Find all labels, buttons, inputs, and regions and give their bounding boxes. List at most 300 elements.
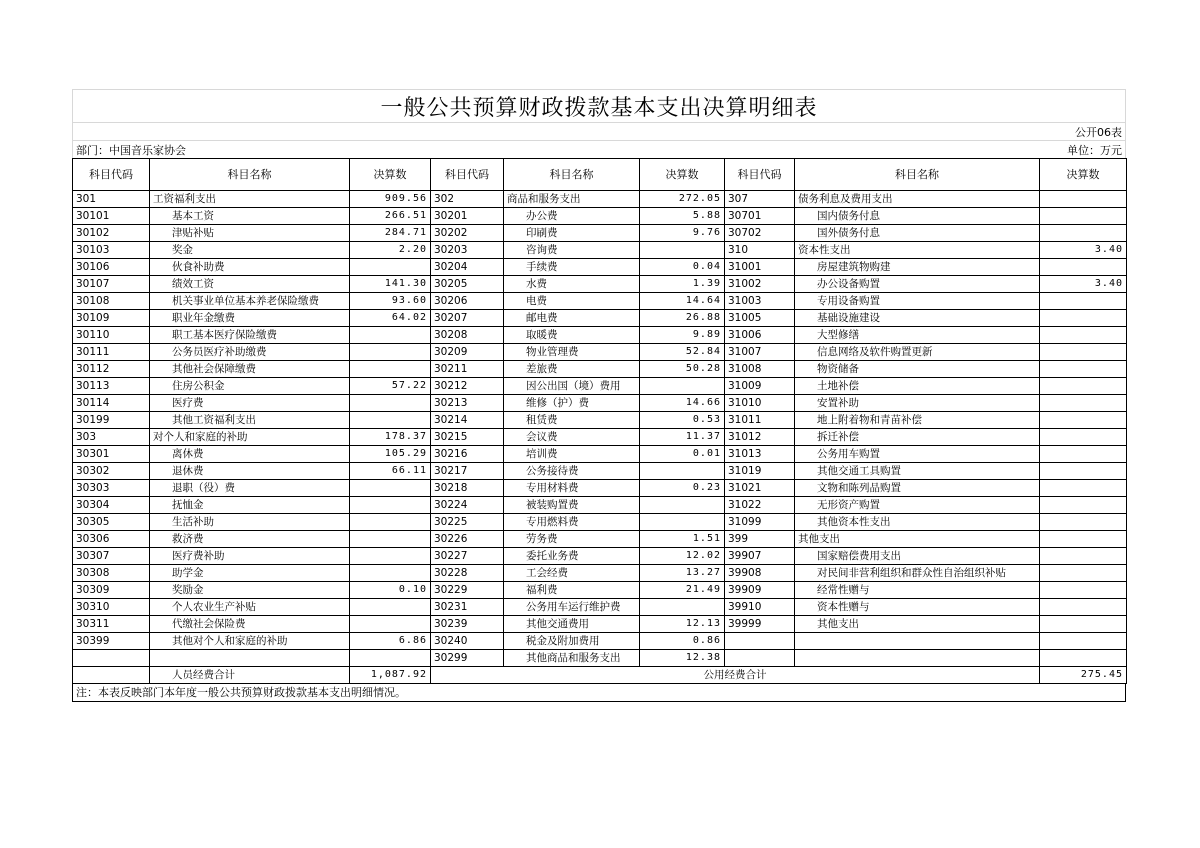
code-cell: 30110 <box>73 327 150 344</box>
name-cell: 劳务费 <box>504 531 640 548</box>
value-cell <box>1040 361 1127 378</box>
code-cell: 30217 <box>431 463 504 480</box>
code-cell: 31099 <box>725 514 795 531</box>
name-cell: 离休费 <box>150 446 350 463</box>
value-cell <box>350 616 431 633</box>
name-cell: 助学金 <box>150 565 350 582</box>
name-cell: 资本性赠与 <box>795 599 1040 616</box>
code-cell: 303 <box>73 429 150 446</box>
value-cell: 0.04 <box>640 259 725 276</box>
table-row <box>73 293 1127 310</box>
name-cell: 福利费 <box>504 582 640 599</box>
value-cell <box>1040 259 1127 276</box>
code-cell: 39999 <box>725 616 795 633</box>
code-cell: 31008 <box>725 361 795 378</box>
value-cell: 50.28 <box>640 361 725 378</box>
value-cell <box>1040 548 1127 565</box>
name-cell <box>150 650 350 667</box>
name-cell: 生活补助 <box>150 514 350 531</box>
name-cell: 租赁费 <box>504 412 640 429</box>
name-cell: 房屋建筑物购建 <box>795 259 1040 276</box>
code-cell: 30202 <box>431 225 504 242</box>
value-cell: 2.20 <box>350 242 431 259</box>
code-cell: 30206 <box>431 293 504 310</box>
code-cell: 30107 <box>73 276 150 293</box>
value-cell: 57.22 <box>350 378 431 395</box>
table-row <box>73 191 1127 208</box>
code-cell: 310 <box>725 242 795 259</box>
code-cell: 30301 <box>73 446 150 463</box>
unit-label: 单位：万元 <box>1067 144 1122 157</box>
value-cell: 0.86 <box>640 633 725 650</box>
header-cell: 决算数 <box>350 159 431 191</box>
value-cell <box>640 242 725 259</box>
code-cell: 30102 <box>73 225 150 242</box>
value-cell <box>1040 344 1127 361</box>
table-row <box>73 599 1127 616</box>
value-cell <box>350 565 431 582</box>
name-cell: 其他交通工具购置 <box>795 463 1040 480</box>
code-cell: 31021 <box>725 480 795 497</box>
name-cell: 公务用车运行维护费 <box>504 599 640 616</box>
name-cell: 退休费 <box>150 463 350 480</box>
name-cell: 津贴补贴 <box>150 225 350 242</box>
name-cell: 手续费 <box>504 259 640 276</box>
code-cell: 301 <box>73 191 150 208</box>
page-title: 一般公共预算财政拨款基本支出决算明细表 <box>380 95 818 121</box>
code-cell: 31006 <box>725 327 795 344</box>
name-cell: 培训费 <box>504 446 640 463</box>
name-cell: 其他交通费用 <box>504 616 640 633</box>
name-cell: 咨询费 <box>504 242 640 259</box>
value-cell: 12.38 <box>640 650 725 667</box>
name-cell <box>795 633 1040 650</box>
value-cell: 9.89 <box>640 327 725 344</box>
table-row <box>73 412 1127 429</box>
name-cell: 无形资产购置 <box>795 497 1040 514</box>
code-cell: 30208 <box>431 327 504 344</box>
title-row <box>72 89 1126 122</box>
value-cell: 3.40 <box>1040 276 1127 293</box>
code-cell: 307 <box>725 191 795 208</box>
name-cell: 公务接待费 <box>504 463 640 480</box>
value-cell: 66.11 <box>350 463 431 480</box>
name-cell: 公务员医疗补助缴费 <box>150 344 350 361</box>
code-cell: 31010 <box>725 395 795 412</box>
code-cell: 39908 <box>725 565 795 582</box>
code-cell: 30224 <box>431 497 504 514</box>
code-cell: 30226 <box>431 531 504 548</box>
code-cell: 30308 <box>73 565 150 582</box>
code-cell: 302 <box>431 191 504 208</box>
name-cell: 医疗费补助 <box>150 548 350 565</box>
code-cell: 31005 <box>725 310 795 327</box>
value-cell <box>640 514 725 531</box>
value-cell <box>1040 412 1127 429</box>
value-cell <box>1040 191 1127 208</box>
value-cell <box>1040 650 1127 667</box>
code-cell: 30214 <box>431 412 504 429</box>
header-cell: 科目名称 <box>150 159 350 191</box>
name-cell: 拆迁补偿 <box>795 429 1040 446</box>
code-cell: 30203 <box>431 242 504 259</box>
code-cell: 31007 <box>725 344 795 361</box>
code-cell: 30302 <box>73 463 150 480</box>
code-cell: 30201 <box>431 208 504 225</box>
value-cell: 14.64 <box>640 293 725 310</box>
code-cell: 30209 <box>431 344 504 361</box>
name-cell: 土地补偿 <box>795 378 1040 395</box>
name-cell: 工资福利支出 <box>150 191 350 208</box>
code-cell: 30111 <box>73 344 150 361</box>
value-cell: 0.53 <box>640 412 725 429</box>
code-cell: 30229 <box>431 582 504 599</box>
personnel-total-label: 人员经费合计 <box>150 667 350 684</box>
name-cell: 其他商品和服务支出 <box>504 650 640 667</box>
code-cell: 30215 <box>431 429 504 446</box>
header-cell: 科目代码 <box>73 159 150 191</box>
value-cell: 13.27 <box>640 565 725 582</box>
name-cell: 信息网络及软件购置更新 <box>795 344 1040 361</box>
value-cell <box>1040 514 1127 531</box>
code-cell: 31003 <box>725 293 795 310</box>
value-cell <box>350 412 431 429</box>
code-cell: 30213 <box>431 395 504 412</box>
public-total-label: 公用经费合计 <box>431 667 1040 684</box>
code-cell: 30101 <box>73 208 150 225</box>
value-cell: 21.49 <box>640 582 725 599</box>
value-cell <box>350 344 431 361</box>
code-cell: 30299 <box>431 650 504 667</box>
value-cell <box>350 531 431 548</box>
code-cell <box>725 650 795 667</box>
table-row <box>73 276 1127 293</box>
code-cell <box>73 650 150 667</box>
name-cell: 物业管理费 <box>504 344 640 361</box>
value-cell <box>1040 327 1127 344</box>
name-cell: 水费 <box>504 276 640 293</box>
table-row <box>73 531 1127 548</box>
name-cell: 其他工资福利支出 <box>150 412 350 429</box>
value-cell: 64.02 <box>350 310 431 327</box>
code-cell: 31011 <box>725 412 795 429</box>
name-cell: 地上附着物和青苗补偿 <box>795 412 1040 429</box>
code-cell: 30109 <box>73 310 150 327</box>
name-cell: 大型修缮 <box>795 327 1040 344</box>
table-row <box>73 616 1127 633</box>
name-cell: 其他社会保障缴费 <box>150 361 350 378</box>
value-cell: 0.01 <box>640 446 725 463</box>
value-cell <box>1040 225 1127 242</box>
table-row <box>73 242 1127 259</box>
name-cell: 差旅费 <box>504 361 640 378</box>
value-cell <box>1040 633 1127 650</box>
name-cell: 其他支出 <box>795 531 1040 548</box>
header-cell: 科目名称 <box>504 159 640 191</box>
code-cell: 31009 <box>725 378 795 395</box>
code-cell: 39907 <box>725 548 795 565</box>
code-cell: 30304 <box>73 497 150 514</box>
name-cell: 其他对个人和家庭的补助 <box>150 633 350 650</box>
name-cell: 经常性赠与 <box>795 582 1040 599</box>
name-cell: 商品和服务支出 <box>504 191 640 208</box>
table-row <box>73 310 1127 327</box>
code-cell: 30113 <box>73 378 150 395</box>
value-cell: 93.60 <box>350 293 431 310</box>
value-cell <box>350 497 431 514</box>
name-cell: 维修（护）费 <box>504 395 640 412</box>
value-cell <box>1040 378 1127 395</box>
code-cell: 31019 <box>725 463 795 480</box>
code-cell: 31012 <box>725 429 795 446</box>
code-cell: 30306 <box>73 531 150 548</box>
table-row <box>73 259 1127 276</box>
value-cell: 12.02 <box>640 548 725 565</box>
name-cell: 职工基本医疗保险缴费 <box>150 327 350 344</box>
name-cell: 住房公积金 <box>150 378 350 395</box>
code-cell: 30103 <box>73 242 150 259</box>
table-row <box>73 650 1127 667</box>
value-cell <box>350 395 431 412</box>
value-cell <box>1040 293 1127 310</box>
value-cell: 0.23 <box>640 480 725 497</box>
code-cell: 30303 <box>73 480 150 497</box>
value-cell: 11.37 <box>640 429 725 446</box>
name-cell: 专用材料费 <box>504 480 640 497</box>
value-cell <box>1040 310 1127 327</box>
name-cell: 办公设备购置 <box>795 276 1040 293</box>
code-cell: 399 <box>725 531 795 548</box>
department-label: 部门：中国音乐家协会 <box>76 144 186 157</box>
value-cell: 26.88 <box>640 310 725 327</box>
name-cell: 个人农业生产补贴 <box>150 599 350 616</box>
value-cell <box>1040 208 1127 225</box>
name-cell: 专用燃料费 <box>504 514 640 531</box>
value-cell: 909.56 <box>350 191 431 208</box>
department-row <box>72 140 1126 158</box>
name-cell: 资本性支出 <box>795 242 1040 259</box>
value-cell: 284.71 <box>350 225 431 242</box>
code-cell: 30207 <box>431 310 504 327</box>
code-cell: 30309 <box>73 582 150 599</box>
code-cell: 30305 <box>73 514 150 531</box>
name-cell: 文物和陈列品购置 <box>795 480 1040 497</box>
name-cell: 伙食补助费 <box>150 259 350 276</box>
name-cell: 退职（役）费 <box>150 480 350 497</box>
header-cell: 决算数 <box>1040 159 1127 191</box>
value-cell <box>1040 497 1127 514</box>
table-row <box>73 327 1127 344</box>
value-cell: 141.30 <box>350 276 431 293</box>
table-row <box>73 514 1127 531</box>
value-cell <box>1040 582 1127 599</box>
value-cell: 266.51 <box>350 208 431 225</box>
code-cell: 31013 <box>725 446 795 463</box>
value-cell: 0.10 <box>350 582 431 599</box>
code-cell: 30307 <box>73 548 150 565</box>
code-cell: 30225 <box>431 514 504 531</box>
code-cell: 30108 <box>73 293 150 310</box>
totals-row <box>73 667 1127 684</box>
name-cell: 取暖费 <box>504 327 640 344</box>
value-cell <box>1040 565 1127 582</box>
value-cell <box>1040 446 1127 463</box>
code-cell: 30310 <box>73 599 150 616</box>
name-cell: 其他支出 <box>795 616 1040 633</box>
value-cell <box>350 599 431 616</box>
name-cell: 债务利息及费用支出 <box>795 191 1040 208</box>
value-cell <box>640 463 725 480</box>
value-cell <box>1040 463 1127 480</box>
code-cell: 30227 <box>431 548 504 565</box>
name-cell: 代缴社会保险费 <box>150 616 350 633</box>
code-cell: 30199 <box>73 412 150 429</box>
table-row <box>73 395 1127 412</box>
name-cell: 奖励金 <box>150 582 350 599</box>
value-cell: 12.13 <box>640 616 725 633</box>
name-cell: 会议费 <box>504 429 640 446</box>
code-cell: 30114 <box>73 395 150 412</box>
code-cell: 30106 <box>73 259 150 276</box>
name-cell: 基础设施建设 <box>795 310 1040 327</box>
code-cell: 30399 <box>73 633 150 650</box>
value-cell <box>350 548 431 565</box>
table-row <box>73 225 1127 242</box>
code-cell: 39910 <box>725 599 795 616</box>
name-cell: 其他资本性支出 <box>795 514 1040 531</box>
value-cell <box>350 361 431 378</box>
name-cell: 电费 <box>504 293 640 310</box>
budget-sheet <box>72 89 1126 702</box>
name-cell: 委托业务费 <box>504 548 640 565</box>
name-cell: 医疗费 <box>150 395 350 412</box>
table-row <box>73 429 1127 446</box>
value-cell <box>1040 616 1127 633</box>
value-cell: 3.40 <box>1040 242 1127 259</box>
value-cell: 272.05 <box>640 191 725 208</box>
value-cell: 14.66 <box>640 395 725 412</box>
code-cell: 31002 <box>725 276 795 293</box>
public-total-value: 275.45 <box>1040 667 1127 684</box>
name-cell: 国外债务付息 <box>795 225 1040 242</box>
value-cell: 5.88 <box>640 208 725 225</box>
value-cell <box>350 650 431 667</box>
name-cell: 抚恤金 <box>150 497 350 514</box>
code-cell: 30112 <box>73 361 150 378</box>
code-cell: 30240 <box>431 633 504 650</box>
code-cell: 30211 <box>431 361 504 378</box>
value-cell <box>350 514 431 531</box>
name-cell: 专用设备购置 <box>795 293 1040 310</box>
value-cell <box>1040 429 1127 446</box>
value-cell <box>640 599 725 616</box>
value-cell <box>350 259 431 276</box>
name-cell: 邮电费 <box>504 310 640 327</box>
form-number: 公开06表 <box>1075 126 1122 139</box>
name-cell: 被装购置费 <box>504 497 640 514</box>
name-cell: 国内债务付息 <box>795 208 1040 225</box>
table-row <box>73 497 1127 514</box>
value-cell: 105.29 <box>350 446 431 463</box>
code-cell: 30702 <box>725 225 795 242</box>
name-cell: 对个人和家庭的补助 <box>150 429 350 446</box>
name-cell: 奖金 <box>150 242 350 259</box>
detail-table <box>72 158 1127 684</box>
code-cell: 30212 <box>431 378 504 395</box>
table-row <box>73 480 1127 497</box>
table-note: 注：本表反映部门本年度一般公共预算财政拨款基本支出明细情况。 <box>72 684 1126 702</box>
code-cell: 30204 <box>431 259 504 276</box>
value-cell <box>1040 599 1127 616</box>
code-cell: 30701 <box>725 208 795 225</box>
header-row <box>73 159 1127 191</box>
name-cell: 税金及附加费用 <box>504 633 640 650</box>
header-cell: 科目名称 <box>795 159 1040 191</box>
table-row <box>73 361 1127 378</box>
name-cell <box>795 650 1040 667</box>
code-cell: 30311 <box>73 616 150 633</box>
value-cell: 178.37 <box>350 429 431 446</box>
code-cell: 30239 <box>431 616 504 633</box>
name-cell: 因公出国（境）费用 <box>504 378 640 395</box>
code-cell: 30216 <box>431 446 504 463</box>
value-cell: 9.76 <box>640 225 725 242</box>
code-cell: 39909 <box>725 582 795 599</box>
value-cell <box>640 378 725 395</box>
name-cell: 印刷费 <box>504 225 640 242</box>
name-cell: 基本工资 <box>150 208 350 225</box>
name-cell: 工会经费 <box>504 565 640 582</box>
value-cell <box>350 480 431 497</box>
code-cell <box>725 633 795 650</box>
header-cell: 科目代码 <box>725 159 795 191</box>
code-cell: 30218 <box>431 480 504 497</box>
value-cell: 1.51 <box>640 531 725 548</box>
value-cell <box>1040 531 1127 548</box>
code-cell: 31001 <box>725 259 795 276</box>
value-cell: 52.84 <box>640 344 725 361</box>
name-cell: 公务用车购置 <box>795 446 1040 463</box>
table-row <box>73 344 1127 361</box>
value-cell <box>1040 395 1127 412</box>
value-cell: 6.86 <box>350 633 431 650</box>
personnel-total-value: 1,087.92 <box>350 667 431 684</box>
code-cell: 30228 <box>431 565 504 582</box>
table-row <box>73 633 1127 650</box>
header-cell: 决算数 <box>640 159 725 191</box>
name-cell: 办公费 <box>504 208 640 225</box>
code-cell: 30231 <box>431 599 504 616</box>
name-cell: 机关事业单位基本养老保险缴费 <box>150 293 350 310</box>
name-cell: 国家赔偿费用支出 <box>795 548 1040 565</box>
table-row <box>73 463 1127 480</box>
name-cell: 物资储备 <box>795 361 1040 378</box>
table-body <box>73 159 1127 667</box>
name-cell: 绩效工资 <box>150 276 350 293</box>
table-row <box>73 208 1127 225</box>
totals-body <box>73 667 1127 684</box>
value-cell: 1.39 <box>640 276 725 293</box>
header-cell: 科目代码 <box>431 159 504 191</box>
table-row <box>73 378 1127 395</box>
code-cell: 30205 <box>431 276 504 293</box>
table-row <box>73 548 1127 565</box>
table-row <box>73 446 1127 463</box>
name-cell: 救济费 <box>150 531 350 548</box>
name-cell: 安置补助 <box>795 395 1040 412</box>
value-cell <box>350 327 431 344</box>
table-row <box>73 565 1127 582</box>
